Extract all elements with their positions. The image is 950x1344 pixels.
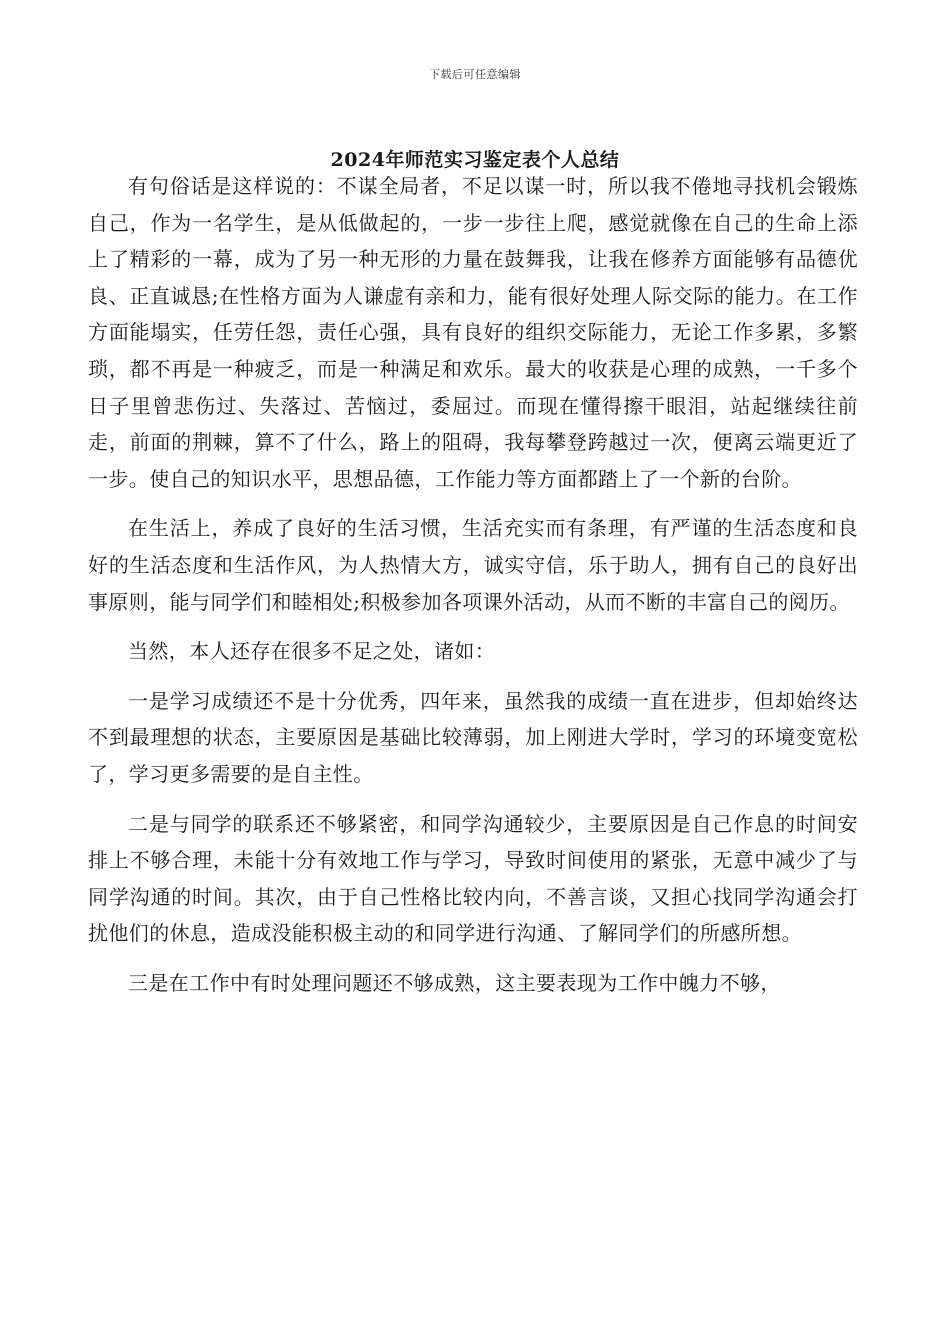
paragraph: 在生活上，养成了良好的生活习惯，生活充实而有条理，有严谨的生活态度和良好的生活态度和生活作风，为人热情大方，诚实守信，乐于助人，拥有自己的良好出事原则，能与同学们和睦相处;积极参加各项课外活动，从而不断的丰富自己的阅历。 <box>88 516 858 614</box>
document-title: 2024年师范实习鉴定表个人总结 <box>330 149 620 171</box>
paragraph: 有句俗话是这样说的：不谋全局者，不足以谋一时，所以我不倦地寻找机会锻炼自己，作为一名学生，是从低做起的，一步一步往上爬，感觉就像在自己的生命上添上了精彩的一幕，成为了另一种无形的力量在鼓舞我，让我在修养方面能够有品德优良、正直诚恳;在性格方面为人谦虚有亲和力，能有很好处理人际交际的能力。在工作方面能塌实，任劳任怨，责任心强，具有良好的组织交际能力，无论工作多累，多繁琐，都不再是一种疲乏，而是一种满足和欢乐。最大的收获是心理的成熟，一千多个日子里曾悲伤过、失落过、苦恼过，委屈过。而现在懂得擦干眼泪，站起继续往前走，前面的荆棘，算不了什么，路上的阻碍，我每攀登跨越过一次，便离云端更近了一步。使自己的知识水平，思想品德，工作能力等方面都踏上了一个新的台阶。 <box>88 174 858 491</box>
header-note: 下载后可任意编辑 <box>429 68 521 81</box>
paragraph: 当然，本人还存在很多不足之处，诸如： <box>128 639 496 664</box>
paragraph: 二是与同学的联系还不够紧密，和同学沟通较少，主要原因是自己作息的时间安排上不够合理，未能十分有效地工作与学习，导致时间使用的紧张，无意中减少了与同学沟通的时间。其次，由于自己性格比较内向，不善言谈，又担心找同学沟通会打扰他们的休息，造成没能积极主动的和同学进行沟通、了解同学们的所感所想。 <box>88 811 858 946</box>
paragraph: 三是在工作中有时处理问题还不够成熟，这主要表现为工作中魄力不够， <box>128 970 781 995</box>
paragraph: 一是学习成绩还不是十分优秀，四年来，虽然我的成绩一直在进步，但却始终达不到最理想的状态，主要原因是基础比较薄弱，加上刚进大学时，学习的环境变宽松了，学习更多需要的是自主性。 <box>88 688 858 786</box>
document-body <box>88 168 858 1014</box>
